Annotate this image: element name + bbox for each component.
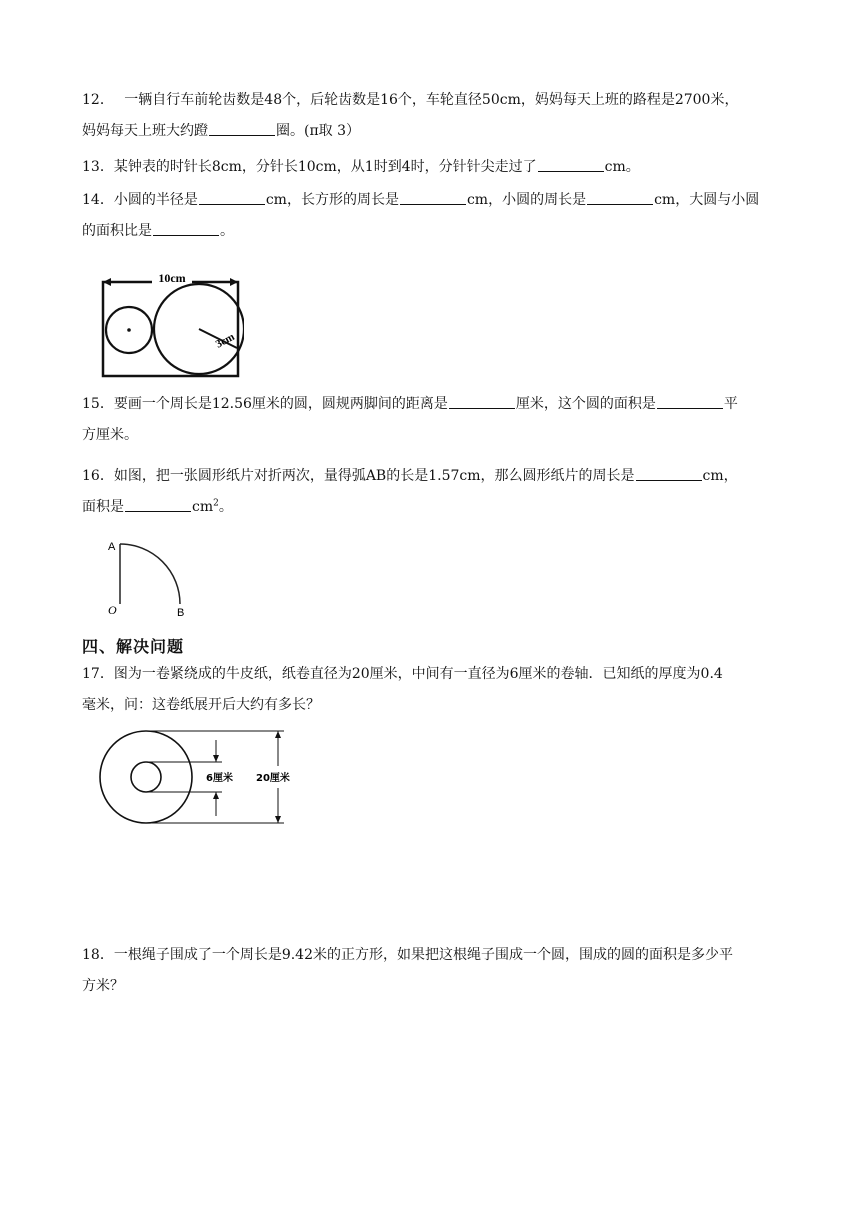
arrow-up-icon xyxy=(275,731,281,738)
question-text: 妈妈每天上班大约蹬 xyxy=(82,123,208,139)
quarter-circle-figure xyxy=(104,534,194,620)
section-heading: 四、解决问题 xyxy=(82,637,185,656)
arc-ab xyxy=(120,544,180,604)
question-text: 小圆的半径是 xyxy=(113,192,198,208)
answer-blank[interactable] xyxy=(657,394,723,409)
question-text: 平 xyxy=(723,396,738,412)
question-16-line1 xyxy=(82,461,812,492)
question-text: 。 xyxy=(220,223,234,239)
outer-circle xyxy=(100,731,192,823)
label-a: A xyxy=(108,541,116,553)
inner-circle xyxy=(131,762,161,792)
question-text: 某钟表的时针长8cm，分针长10cm，从1时到4时，分针针尖走过了 xyxy=(113,159,537,175)
question-17-line2 xyxy=(82,690,812,721)
question-12 xyxy=(82,85,812,147)
question-number: 14． xyxy=(82,192,114,208)
question-12-line2 xyxy=(82,116,812,147)
question-14-line1 xyxy=(82,185,812,216)
label-b: B xyxy=(177,607,185,619)
superscript: 2 xyxy=(213,498,219,509)
rectangle-outline xyxy=(103,282,238,376)
question-text: 一根绳子围成了一个周长是9.42米的正方形，如果把这根绳子围成一个圆，围成的圆的面积是多少平 xyxy=(113,947,733,963)
answer-blank[interactable] xyxy=(153,221,219,236)
arrow-up-icon xyxy=(213,792,219,799)
small-circle-center xyxy=(127,328,131,332)
question-16 xyxy=(82,461,812,523)
answer-blank[interactable] xyxy=(209,121,275,136)
question-14-line2 xyxy=(82,216,812,247)
paper-roll-figure xyxy=(96,726,296,828)
question-number: 13． xyxy=(82,159,114,175)
question-number: 15． xyxy=(82,396,114,412)
question-15-line1 xyxy=(82,389,812,420)
question-17-line1 xyxy=(82,659,812,690)
question-15 xyxy=(82,389,812,451)
question-text: cm，小圆的周长是 xyxy=(466,192,587,208)
question-number: 17． xyxy=(82,666,114,682)
question-text: 要画一个周长是12.56厘米的圆，圆规两脚间的距离是 xyxy=(113,396,448,412)
question-text: 如图，把一张圆形纸片对折两次，量得弧AB的长是1.57cm，那么圆形纸片的周长是 xyxy=(113,468,635,484)
question-text: 厘米，这个圆的面积是 xyxy=(515,396,656,412)
question-text: cm。 xyxy=(604,159,640,175)
question-text: cm，长方形的周长是 xyxy=(265,192,399,208)
answer-blank[interactable] xyxy=(636,466,702,481)
radius-label: 3cm xyxy=(213,330,237,351)
answer-blank[interactable] xyxy=(587,190,653,205)
answer-blank[interactable] xyxy=(449,394,515,409)
question-number: 12． xyxy=(82,92,114,108)
outer-diameter-label: 20厘米 xyxy=(256,773,290,784)
arrow-down-icon xyxy=(213,755,219,762)
answer-blank[interactable] xyxy=(538,157,604,172)
question-text: 图为一卷紧绕成的牛皮纸，纸卷直径为20厘米，中间有一直径为6厘米的卷轴．已知纸的厚度为0.4 xyxy=(113,666,723,682)
inner-diameter-label: 6厘米 xyxy=(206,773,233,784)
rectangle-circles-figure xyxy=(98,268,244,380)
question-18-line2 xyxy=(82,971,812,1002)
question-text: 面积是 xyxy=(82,499,124,515)
question-15-line2 xyxy=(82,420,812,451)
question-text: 一辆自行车前轮齿数是48个，后轮齿数是16个，车轮直径50cm，妈妈每天上班的路程是2700米， xyxy=(124,92,739,108)
answer-blank[interactable] xyxy=(125,497,191,512)
question-17 xyxy=(82,659,812,721)
answer-blank[interactable] xyxy=(199,190,265,205)
question-text: 毫米，问：这卷纸展开后大约有多长？ xyxy=(82,697,320,713)
question-text: 。 xyxy=(218,499,233,515)
width-label: 10cm xyxy=(158,271,186,285)
question-14 xyxy=(82,185,812,247)
question-text: cm， xyxy=(702,468,738,484)
question-text: 的面积比是 xyxy=(82,223,152,239)
question-number: 16． xyxy=(82,468,114,484)
question-number: 18． xyxy=(82,947,114,963)
question-text: 圈。(π取 3） xyxy=(276,123,361,139)
question-text: 方厘米。 xyxy=(82,427,138,443)
question-18 xyxy=(82,940,812,1002)
question-text: cm，大圆与小圆 xyxy=(654,192,760,208)
question-16-line2 xyxy=(82,492,812,523)
question-12-line1 xyxy=(82,85,812,116)
question-text: 方米？ xyxy=(82,978,124,994)
question-13 xyxy=(82,152,812,183)
arrow-down-icon xyxy=(275,816,281,823)
answer-blank[interactable] xyxy=(400,190,466,205)
label-o: O xyxy=(108,603,117,617)
question-18-line1 xyxy=(82,940,812,971)
question-text: cm xyxy=(192,499,214,515)
